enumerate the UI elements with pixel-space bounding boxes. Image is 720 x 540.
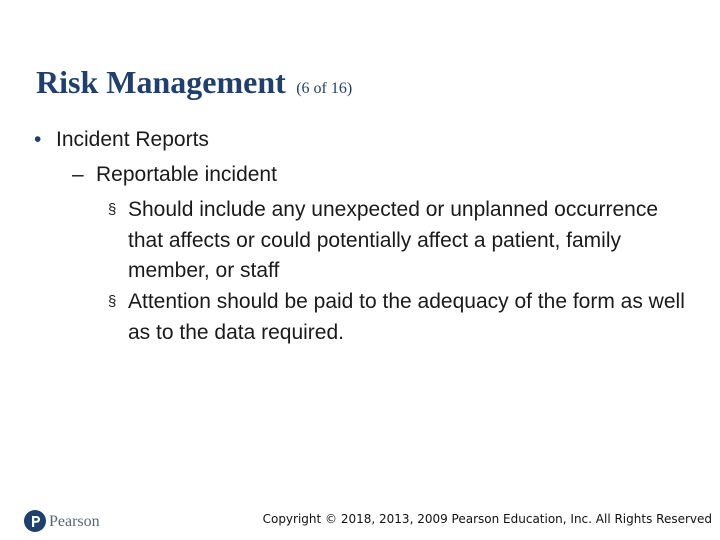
bullet-level3-item bbox=[108, 195, 698, 287]
pearson-p-icon bbox=[24, 510, 46, 532]
bullet-level1 bbox=[34, 128, 209, 152]
bullet-level3-text: Should include any unexpected or unplanned occurrence that affects or could potentially affect a patient, family member, or staff bbox=[128, 198, 659, 282]
section-sign-bullet-icon: § bbox=[108, 201, 117, 218]
bullet-level3-text: Attention should be paid to the adequacy of the form as well as to the data required. bbox=[128, 290, 685, 344]
title-row bbox=[36, 64, 352, 101]
bullet-level3-item bbox=[108, 287, 698, 348]
bullet-dash-icon: – bbox=[72, 163, 84, 186]
pearson-logo bbox=[24, 510, 114, 536]
bullet-level2 bbox=[72, 163, 277, 187]
page-subtitle: (6 of 16) bbox=[296, 80, 353, 97]
footer bbox=[0, 500, 720, 540]
bullet-dot-icon: • bbox=[34, 128, 42, 151]
bullet-level1-text: Incident Reports bbox=[56, 128, 209, 151]
bullet-level2-text: Reportable incident bbox=[96, 163, 277, 186]
section-sign-bullet-icon: § bbox=[108, 293, 117, 310]
copyright-notice: Copyright © 2018, 2013, 2009 Pearson Education, Inc. All Rights Reserved bbox=[262, 512, 712, 526]
pearson-wordmark: Pearson bbox=[49, 513, 100, 530]
page-title: Risk Management bbox=[36, 64, 286, 100]
